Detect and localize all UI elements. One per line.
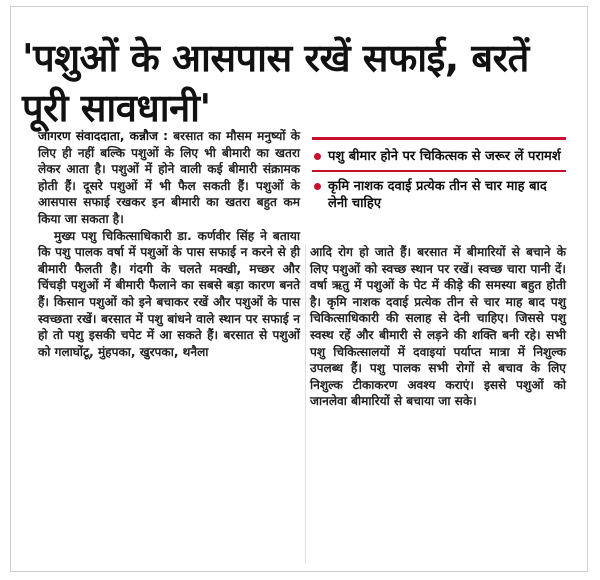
left-column: [38, 128, 300, 360]
right-column: [310, 244, 566, 410]
byline: जागरण संवाददाता, कन्नौज :: [38, 129, 168, 143]
highlight-text: पशु बीमार होने पर चिकित्सक से जरूर लें परामर्श: [328, 149, 561, 164]
bullet-icon: [314, 153, 321, 160]
highlight-item: [312, 148, 566, 165]
column-divider: [305, 244, 306, 564]
right-column-text: आदि रोग हो जाते हैं। बरसात में बीमारियों से बचाने के लिए पशुओं को स्वच्छ स्थान पर रखें। स्वच्छ चारा पानी दें। वर्षा ऋतु में पशुओं के पेट में कीड़े की समस्या बहुत होती है। कृमि नाशक दवाई प्रत्येक तीन से चार माह बाद पशु चिकित्साधिकारी की सलाह से देनी चाहिए। जिससे पशु स्वस्थ रहें और बीमारी से लड़ने की शक्ति बनी रहे। सभी पशु चिकित्सालयों में दवाइयां पर्याप्त मात्रा में निशुल्क उपलब्ध हैं। पशु पालक सभी रोगों से बचाव के लिए निशुल्क टीकाकरण अवश्य कराएं। इससे पशुओं को जानलेवा बीमारियों से बचाया जा सके।: [310, 245, 566, 409]
highlight-item: [312, 178, 566, 212]
bullet-icon: [314, 183, 321, 190]
highlight-text: कृमि नाशक दवाई प्रत्येक तीन से चार माह बाद लेनी चाहिए: [328, 179, 547, 211]
headline: 'पशुओं के आसपास रखें सफाई, बरतें पूरी सावधानी': [22, 36, 529, 131]
intro-text: बरसात का मौसम मनुष्यों के लिए ही नहीं बल्कि पशुओं के लिए भी बीमारी का खतरा लेकर आता है। पशुओं में होने वाली कई बीमारी संक्रामक होती हैं। दूसरे पशुओं में भी फैल सकती हैं। पशुओं के आसपास सफाई रखकर इन बीमारी का खतरा बहुत कम किया जा सकता है।: [38, 129, 300, 226]
body-paragraph: मुख्य पशु चिकित्साधिकारी डा. कर्णवीर सिंह ने बताया कि पशु पालक वर्षा में पशुओं के पास सफाई न करने से ही बीमारी फैलती है। गंदगी के चलते मक्खी, मच्छर और चिंचड़ी पशुओं में बीमारी फैलाने का सबसे बड़ा कारण बनते हैं। किसान पशुओं को इने बचाकर रखें और पशुओं के पास स्वच्छता रखें। बरसात में पशु बांधने वाले स्थान पर सफाई न हो तो पशु इसकी चपेट में आ सकते हैं। बरसात से पशुओं को गलाघोंटू, मुंहपका, खुरपका, थनैला: [38, 228, 300, 359]
highlight-divider: [312, 170, 566, 172]
intro-paragraph: [38, 128, 300, 228]
highlights-box: [312, 137, 566, 212]
